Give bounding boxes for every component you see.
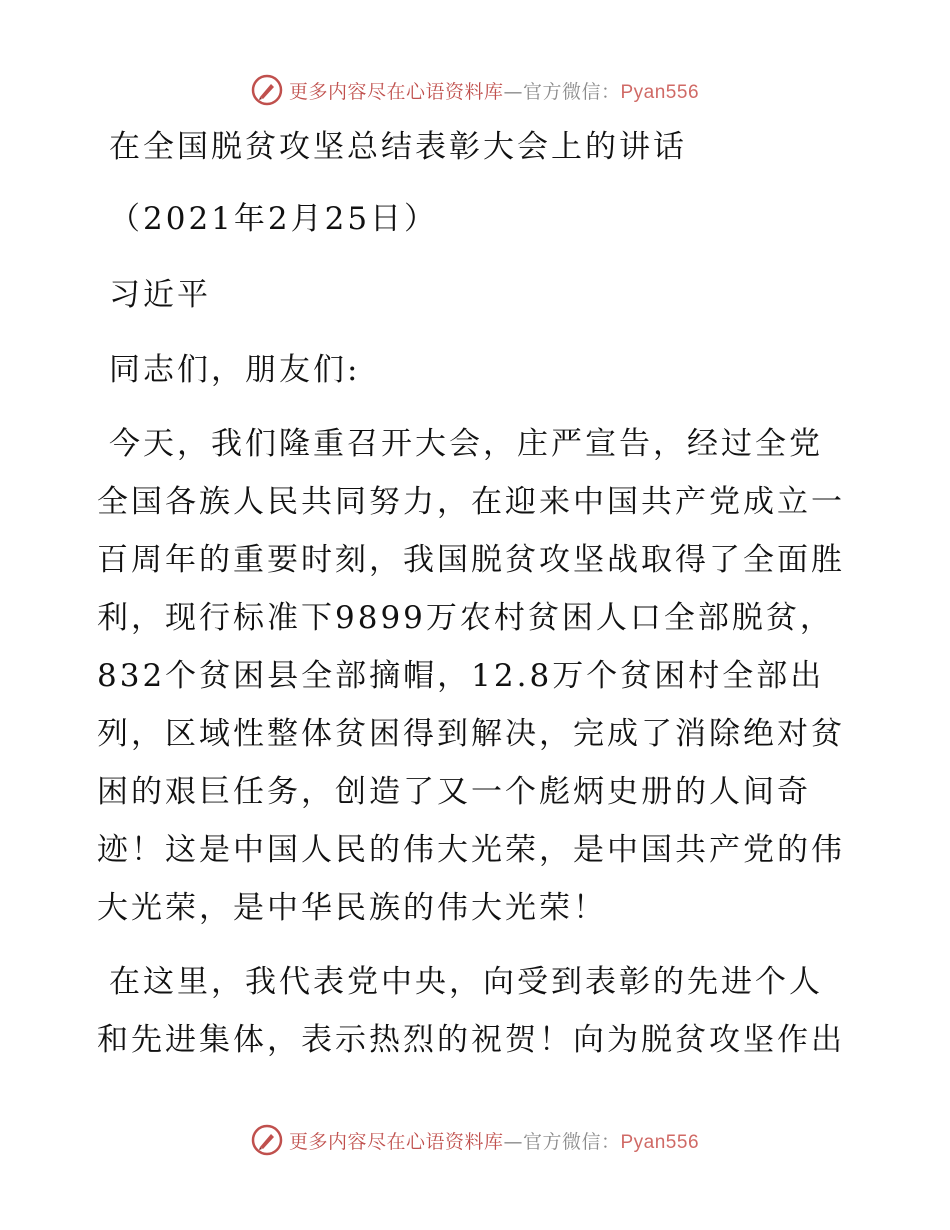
pen-logo-icon	[251, 1124, 283, 1156]
pen-logo-icon	[251, 74, 283, 106]
paragraph-line: 困的艰巨任务，创造了又一个彪炳史册的人间奇	[97, 774, 811, 810]
document-salutation: 同志们，朋友们:	[109, 352, 361, 388]
document-date: （2021年2月25日）	[109, 201, 439, 237]
document-author: 习近平	[109, 277, 211, 313]
footer-watermark	[0, 1120, 950, 1160]
document-title: 在全国脱贫攻坚总结表彰大会上的讲话	[109, 129, 687, 165]
paragraph-line: 百周年的重要时刻，我国脱贫攻坚战取得了全面胜	[97, 542, 845, 578]
watermark-text: 更多内容尽在心语资料库—官方微信：Pyan556	[288, 80, 700, 103]
paragraph-line: 今天，我们隆重召开大会，庄严宣告，经过全党	[109, 426, 823, 462]
paragraph-line: 832个贫困县全部摘帽，12.8万个贫困村全部出	[97, 658, 825, 694]
paragraph-line: 利，现行标准下9899万农村贫困人口全部脱贫，	[97, 600, 834, 636]
paragraph-line: 全国各族人民共同努力，在迎来中国共产党成立一	[97, 484, 845, 520]
paragraph-line: 在这里，我代表党中央，向受到表彰的先进个人	[109, 964, 823, 1000]
paragraph-line: 和先进集体，表示热烈的祝贺！向为脱贫攻坚作出	[97, 1022, 845, 1058]
watermark-text: 更多内容尽在心语资料库—官方微信：Pyan556	[288, 1130, 700, 1153]
paragraph-line: 大光荣，是中华民族的伟大光荣！	[97, 890, 607, 926]
paragraph-line: 迹！这是中国人民的伟大光荣，是中国共产党的伟	[97, 832, 845, 868]
header-watermark	[0, 70, 950, 110]
paragraph-line: 列，区域性整体贫困得到解决，完成了消除绝对贫	[97, 716, 845, 752]
